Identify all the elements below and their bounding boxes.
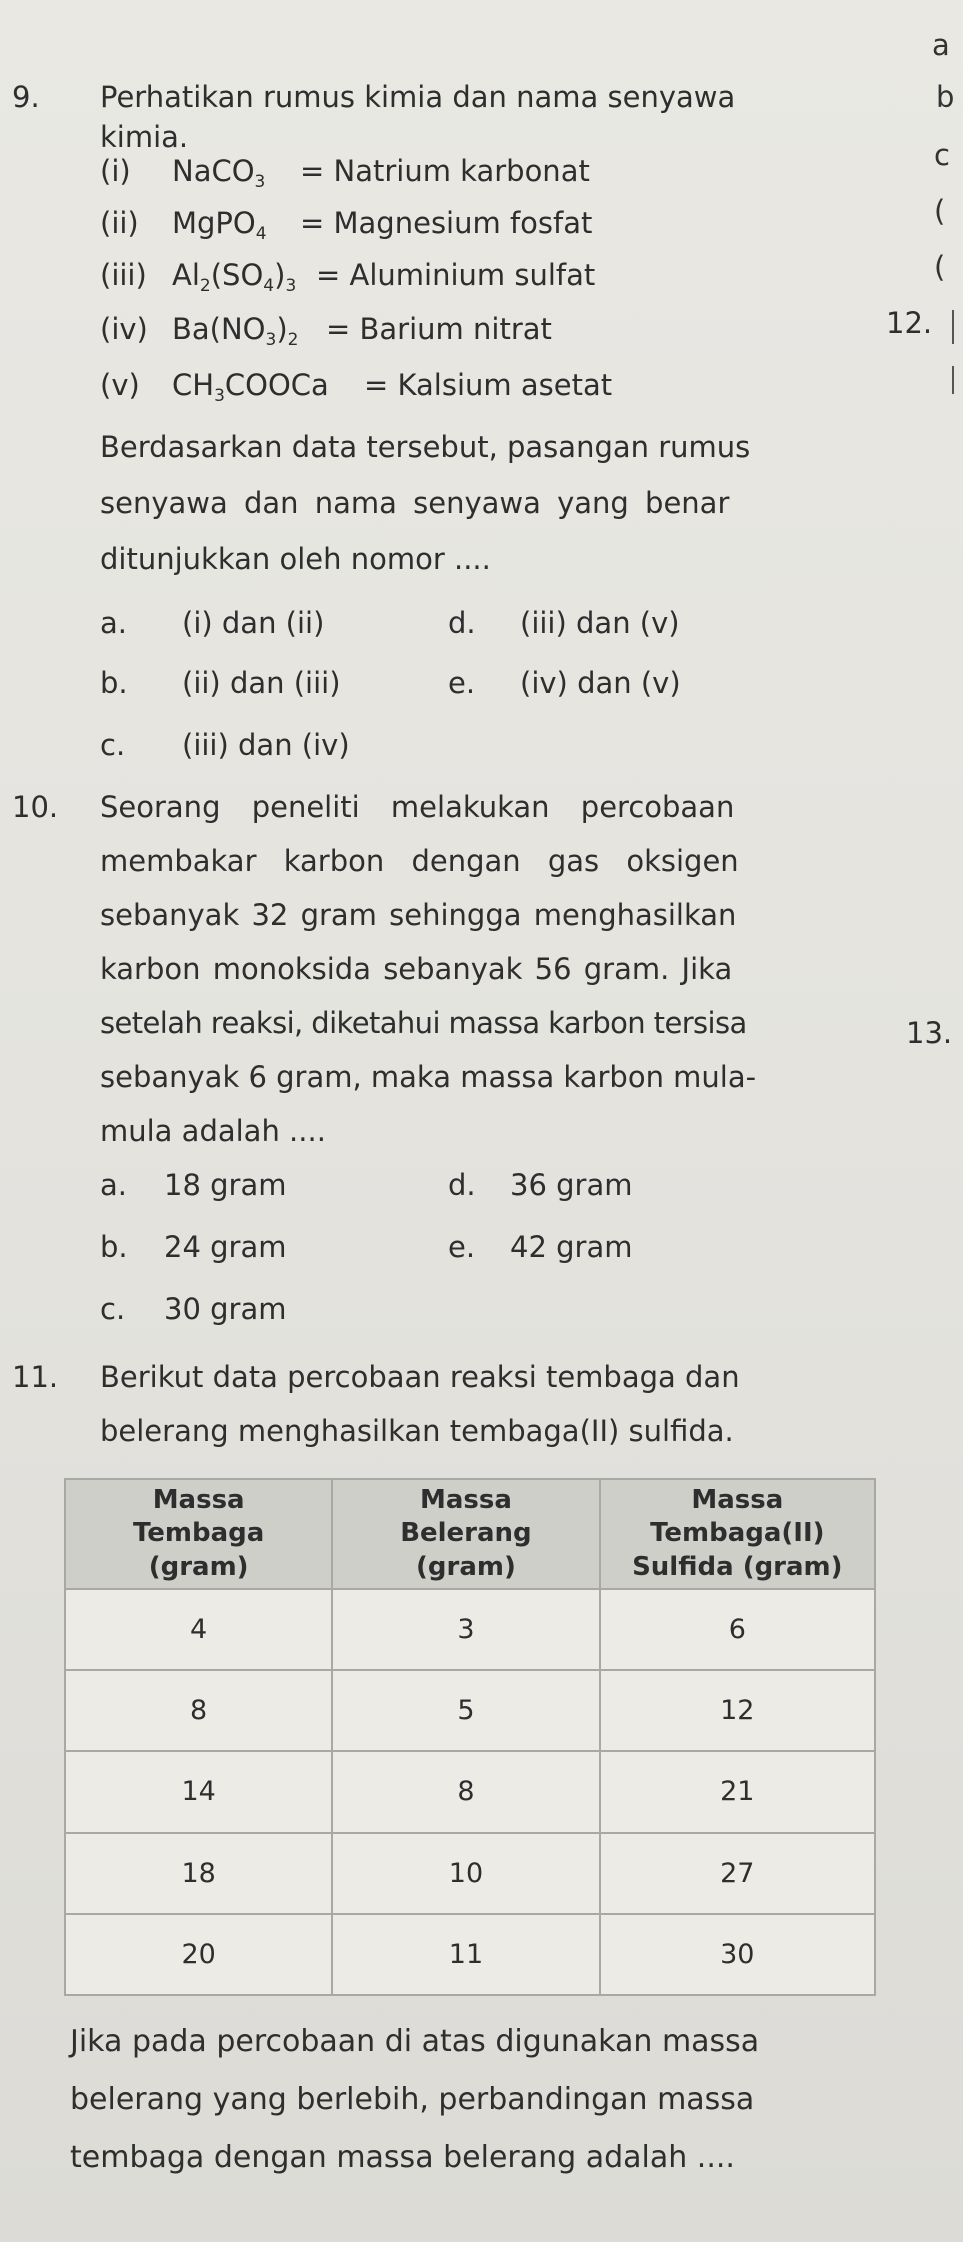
question-9-stem-line2: kimia. (100, 120, 189, 154)
question-11-after-line2: belerang yang berlebih, perbandingan massa (70, 2082, 755, 2117)
q9-item-i-roman: (i) (100, 154, 131, 188)
q9-option-e-text[interactable]: (iv) dan (v) (520, 666, 681, 700)
question-11-line2: belerang menghasilkan tembaga(II) sulfida. (100, 1414, 734, 1448)
question-9-number: 9. (12, 80, 40, 114)
question-10-number: 10. (12, 790, 59, 824)
question-10-line1: Seorang peneliti melakukan percobaan (100, 790, 735, 824)
question-11-after-line1: Jika pada percobaan di atas digunakan massa (70, 2024, 760, 2059)
edge-paren-1: ( (934, 194, 946, 228)
table-cell: 18 (65, 1833, 332, 1914)
question-10-line6: sebanyak 6 gram, maka massa karbon mula- (100, 1060, 757, 1094)
q9-item-iv-name: = Barium nitrat (326, 312, 552, 346)
q9-item-ii-formula: MgPO$_4$ (172, 206, 267, 244)
q10-option-c-letter: c. (100, 1292, 126, 1326)
edge-line-2 (952, 366, 954, 394)
q9-item-iii-roman: (iii) (100, 258, 147, 292)
edge-letter-b: b (936, 80, 955, 114)
table-cell: 8 (332, 1751, 599, 1832)
question-10-line3: sebanyak 32 gram sehingga menghasilkan (100, 898, 737, 932)
table-cell: 10 (332, 1833, 599, 1914)
q9-item-v-name: = Kalsium asetat (364, 368, 613, 402)
q10-option-e-letter: e. (448, 1230, 476, 1264)
table-cell: 11 (332, 1914, 599, 1995)
question-10-line2: membakar karbon dengan gas oksigen (100, 844, 739, 878)
q9-item-ii-name: = Magnesium fosfat (300, 206, 593, 240)
table-row (65, 1670, 875, 1751)
table-cell: 5 (332, 1670, 599, 1751)
table-row (65, 1589, 875, 1670)
q10-option-d-letter: d. (448, 1168, 476, 1202)
question-12-number: 12. (886, 306, 933, 340)
q9-item-ii-roman: (ii) (100, 206, 139, 240)
q9-item-iv-formula: $Ba(NO_3)_2$ (172, 312, 299, 350)
table-cell: 3 (332, 1589, 599, 1670)
q9-option-c-text[interactable]: (iii) dan (iv) (182, 728, 350, 762)
edge-line-1 (952, 310, 954, 344)
header-massa-belerang: Massa Belerang (gram) (332, 1479, 599, 1589)
q10-option-a-text[interactable]: 18 gram (164, 1168, 287, 1202)
table-cell: 8 (65, 1670, 332, 1751)
question-11-number: 11. (12, 1360, 59, 1394)
q9-item-iii-name: = Aluminium sulfat (316, 258, 596, 292)
q9-option-a-letter: a. (100, 606, 127, 640)
question-11-after-line3: tembaga dengan massa belerang adalah .... (70, 2140, 735, 2175)
question-10-line5: setelah reaksi, diketahui massa karbon tersisa (100, 1006, 747, 1040)
table-cell: 4 (65, 1589, 332, 1670)
q9-option-c-letter: c. (100, 728, 126, 762)
table-row (65, 1751, 875, 1832)
table-cell: 30 (600, 1914, 875, 1995)
q9-option-d-letter: d. (448, 606, 476, 640)
q9-item-v-formula: $CH_3COOCa$ (172, 368, 329, 406)
question-11-line1: Berikut data percobaan reaksi tembaga dan (100, 1360, 740, 1394)
edge-letter-a: a (932, 28, 950, 62)
q9-item-v-roman: (v) (100, 368, 140, 402)
q9-option-a-text[interactable]: (i) dan (ii) (182, 606, 325, 640)
table-cell: 20 (65, 1914, 332, 1995)
q9-option-b-text[interactable]: (ii) dan (iii) (182, 666, 341, 700)
table-cell: 14 (65, 1751, 332, 1832)
question-9-line2: senyawa dan nama senyawa yang benar (100, 486, 730, 520)
q9-option-b-letter: b. (100, 666, 128, 700)
edge-letter-c: c (934, 138, 950, 172)
q10-option-d-text[interactable]: 36 gram (510, 1168, 633, 1202)
table-cell: 12 (600, 1670, 875, 1751)
question-9-line3: ditunjukkan oleh nomor .... (100, 542, 491, 576)
q9-item-i-name: = Natrium karbonat (300, 154, 590, 188)
table-cell: 6 (600, 1589, 875, 1670)
q10-option-c-text[interactable]: 30 gram (164, 1292, 287, 1326)
question-10-line7: mula adalah .... (100, 1114, 326, 1148)
q9-option-e-letter: e. (448, 666, 476, 700)
table-cell: 27 (600, 1833, 875, 1914)
reaction-data-table (64, 1478, 876, 1996)
q9-item-iii-formula: $Al_2(SO_4)_3$ (172, 258, 297, 296)
question-9-line1: Berdasarkan data tersebut, pasangan rumus (100, 430, 751, 464)
q10-option-b-text[interactable]: 24 gram (164, 1230, 287, 1264)
question-9-stem-line1: Perhatikan rumus kimia dan nama senyawa (100, 80, 736, 114)
q9-option-d-text[interactable]: (iii) dan (v) (520, 606, 680, 640)
q10-option-a-letter: a. (100, 1168, 127, 1202)
q9-item-i-formula: NaCO$_3$ (172, 154, 266, 192)
q10-option-e-text[interactable]: 42 gram (510, 1230, 633, 1264)
table-cell: 21 (600, 1751, 875, 1832)
table-row (65, 1833, 875, 1914)
table-header-row (65, 1479, 875, 1589)
question-10-line4: karbon monoksida sebanyak 56 gram. Jika (100, 952, 733, 986)
q9-item-iv-roman: (iv) (100, 312, 148, 346)
header-massa-tembaga-sulfida: Massa Tembaga(II) Sulfida (gram) (600, 1479, 875, 1589)
question-13-number: 13. (906, 1016, 953, 1050)
header-massa-tembaga: Massa Tembaga (gram) (65, 1479, 332, 1589)
edge-paren-2: ( (934, 250, 946, 284)
q10-option-b-letter: b. (100, 1230, 128, 1264)
table-row (65, 1914, 875, 1995)
